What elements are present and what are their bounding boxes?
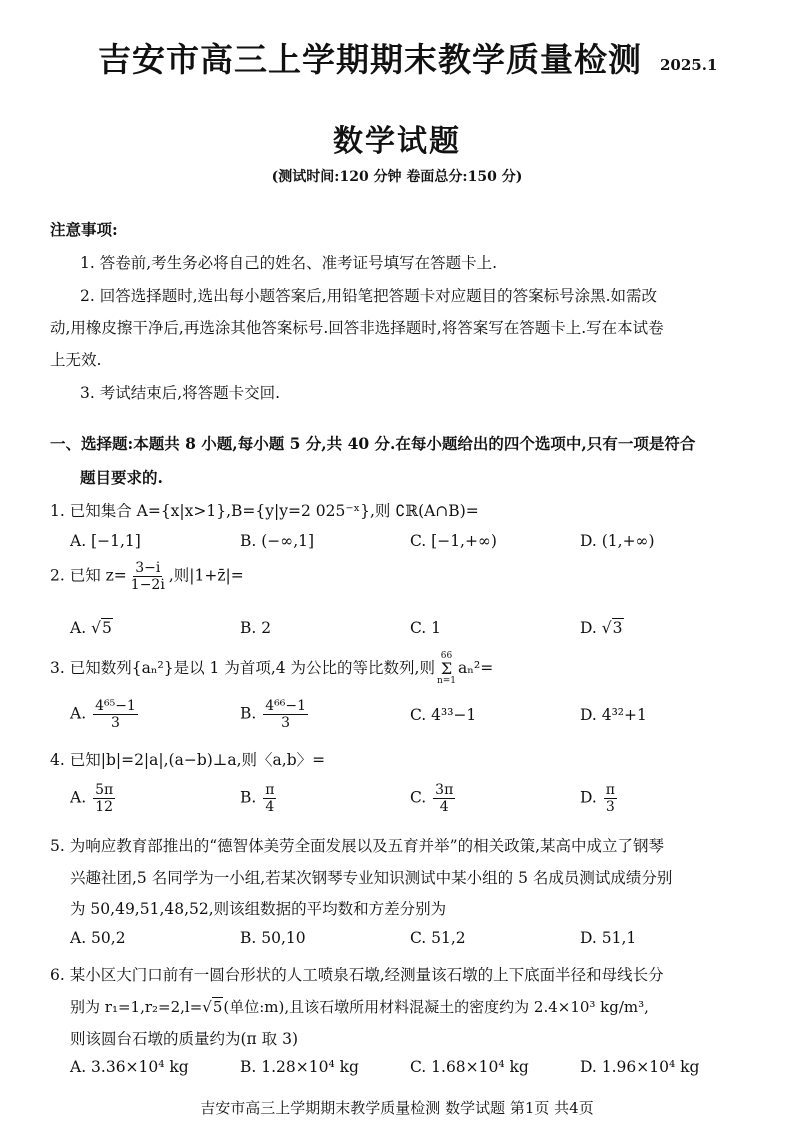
q5-option-d: D. 51,1 [580,929,637,947]
page-footer: 吉安市高三上学期期末教学质量检测 数学试题 第1页 共4页 [200,1099,594,1117]
q2-fraction-den: 1−2i [130,577,165,594]
exam-date: 2025.1 [660,56,718,74]
q6-option-c: C. 1.68×10⁴ kg [410,1058,529,1076]
section-heading-line-1: 一、选择题:本题共 8 小题,每小题 5 分,共 40 分.在每小题给出的四个选项中,只有一项是符合 [50,434,696,453]
question-2-stem [50,560,244,593]
notice-item-3: 3. 考试结束后,将答题卡交回. [80,384,281,402]
q4-option-b: B. $\frac{\pi}{4}$ [240,782,275,816]
q1-option-d: D. (1,+∞) [580,532,655,550]
notice-item-2-line-2: 动,用橡皮擦干净后,再选涂其他答案标号.回答非选择题时,将答案写在答题卡上.写在本试卷 [50,319,664,337]
question-1-stem: 1. 已知集合 A={x|x>1},B={y|y=2 025⁻ˣ},则 ∁ℝ(A∩B)= [50,502,479,520]
q4-option-a: A. $\frac{5\pi}{12}$ [70,782,114,816]
q3-option-b: B. $\frac{\text{4⁶⁶−1}}{3}$ [240,698,307,732]
q2-prefix: 2. 已知 z= [50,566,127,585]
q6-option-d: D. 1.96×10⁴ kg [580,1058,700,1076]
notice-item-1: 1. 答卷前,考生务必将自己的姓名、准考证号填写在答题卡上. [80,254,498,272]
q4-option-c: C. $\frac{3\pi}{4}$ [410,782,454,816]
question-6-line-3: 则该圆台石墩的质量约为(π 取 3) [70,1030,298,1048]
question-5-line-1: 5. 为响应教育部推出的“德智体美劳全面发展以及五育并举”的相关政策,某高中成立了钢琴 [50,837,664,855]
q1-option-a: A. [−1,1] [70,532,141,550]
exam-meta: (测试时间:120 分钟 卷面总分:150 分) [271,169,523,185]
q1-option-c: C. [−1,+∞) [410,532,497,550]
section-heading-line-2: 题目要求的. [80,468,163,487]
q3-option-d: D. 4³²+1 [580,706,647,724]
q3-prefix: 3. 已知数列{aₙ²}是以 1 为首项,4 为公比的等比数列,则 [50,659,435,677]
q3-option-c: C. 4³³−1 [410,706,477,724]
notice-heading: 注意事项: [50,220,118,239]
question-4-stem: 4. 已知|b|=2|a|,(a−b)⊥a,则〈a,b〉= [50,751,326,769]
exam-title: 吉安市高三上学期期末教学质量检测 [98,40,642,79]
q3-suffix: aₙ²= [458,659,494,677]
question-5-line-2: 兴趣社团,5 名同学为一小组,若某次钢琴专业知识测试中某小组的 5 名成员测试成绩分别 [70,869,673,887]
question-3-stem [50,652,493,686]
q3-option-a: A. $\frac{\text{4⁶⁵−1}}{3}$ [70,698,136,732]
q5-option-c: C. 51,2 [410,929,466,947]
q2-suffix: ,则|1+z̄|= [168,566,244,585]
q6-option-b: B. 1.28×10⁴ kg [240,1058,359,1076]
subject-title: 数学试题 [333,124,461,159]
q2-option-c: C. 1 [410,619,442,637]
q6-option-a: A. 3.36×10⁴ kg [70,1058,189,1076]
q2-option-d: D. √3 [580,619,623,637]
q2-fraction [129,560,167,593]
question-6-line-2: 别为 r₁=1,r₂=2,l=√5(单位:m),且该石墩所用材料混凝土的密度约为 2.4×10³ kg/m³, [70,998,649,1016]
q4-option-d: D. $\frac{\pi}{3}$ [580,782,615,816]
q1-option-b: B. (−∞,1] [240,532,315,550]
q5-option-b: B. 50,10 [240,929,306,947]
q2-option-a: A. √5 [70,619,112,637]
notice-item-2-line-3: 上无效. [50,351,102,369]
q2-fraction-num: 3−i [135,560,161,576]
q2-option-b: B. 2 [240,619,272,637]
question-5-line-3: 为 50,49,51,48,52,则该组数据的平均数和方差分别为 [70,900,447,918]
question-6-line-1: 6. 某小区大门口前有一圆台形状的人工喷泉石墩,经测量该石墩的上下底面半径和母线长分 [50,966,664,984]
q5-option-a: A. 50,2 [70,929,126,947]
q3-summation: 66 Σ n=1 [436,651,457,686]
notice-item-2-line-1: 2. 回答选择题时,选出每小题答案后,用铅笔把答题卡对应题目的答案标号涂黑.如需改 [80,287,657,305]
